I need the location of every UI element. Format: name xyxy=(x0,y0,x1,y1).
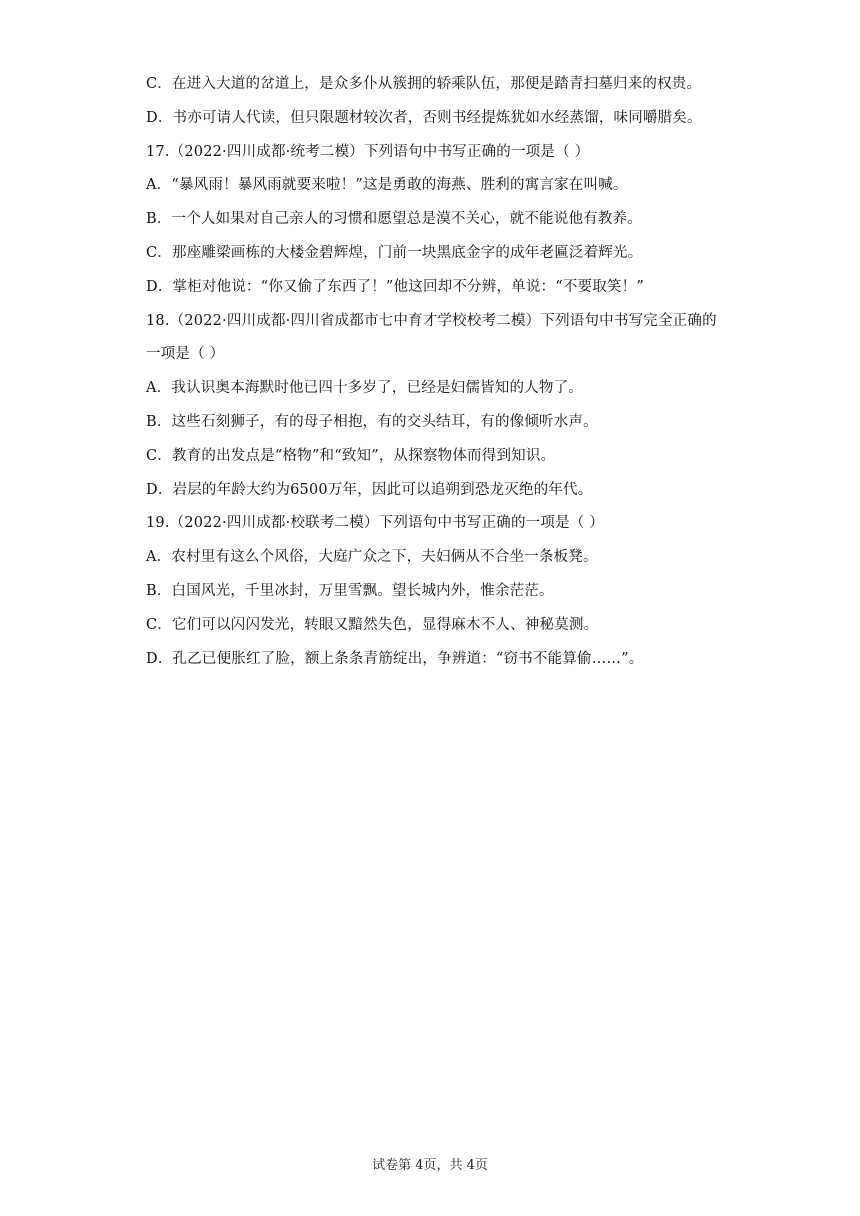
question-18-stem: 18.（2022·四川成都·四川省成都市七中育才学校校考二模）下列语句中书写完全正确的 xyxy=(146,312,717,329)
option-line-17d: D．掌柜对他说：“你又偷了东西了！”他这回却不分辨，单说：“不要取笑！” xyxy=(146,278,644,295)
option-line-19b: B．白国风光，千里冰封，万里雪飘。望长城内外，惟余茫茫。 xyxy=(146,582,554,599)
option-line-19c: C．它们可以闪闪发光，转眼又黯然失色，显得麻木不人、神秘莫测。 xyxy=(146,616,599,633)
option-line-18a: A．我认识奥本海默时他已四十多岁了，已经是妇儒皆知的人物了。 xyxy=(146,380,583,397)
option-line-18c: C．教育的出发点是“格物”和“致知”，从探察物体而得到知识。 xyxy=(146,447,556,464)
question-18-stem-cont: 一项是（ ） xyxy=(146,346,225,363)
exam-page-content xyxy=(146,68,726,676)
option-line-16c: C．在进入大道的岔道上，是众多仆从簇拥的轿乘队伍，那便是踏青扫墓归来的权贵。 xyxy=(146,76,702,92)
option-line-19a: A．农村里有这么个风俗，大庭广众之下，夫妇俩从不合坐一条板凳。 xyxy=(146,549,598,566)
question-19-stem: 19.（2022·四川成都·校联考二模）下列语句中书写正确的一项是（ ） xyxy=(146,515,604,532)
option-line-18b: B．这些石刻狮子，有的母子相抱，有的交头结耳，有的像倾听水声。 xyxy=(146,413,598,430)
page-footer: 试卷第 4页，共 4页 xyxy=(372,1158,488,1173)
question-17-stem: 17.（2022·四川成都·统考二模）下列语句中书写正确的一项是（ ） xyxy=(146,143,590,160)
option-line-17c: C．那座雕梁画栋的大楼金碧辉煌，门前一块黑底金字的成年老匾泛着辉光。 xyxy=(146,244,643,261)
option-line-18d: D．岩层的年龄大约为6500万年，因此可以追朔到恐龙灭绝的年代。 xyxy=(146,481,593,498)
option-line-17a: A．“暴风雨！暴风雨就要来啦！”这是勇敢的海燕、胜利的寓言家在叫喊。 xyxy=(146,177,628,194)
option-line-16d: D．书亦可请人代读，但只限题材较次者，否则书经提炼犹如水经蒸馏，味同嚼腊矣。 xyxy=(146,109,702,126)
option-line-17b: B．一个人如果对自己亲人的习惯和愿望总是漠不关心，就不能说他有教养。 xyxy=(146,211,642,228)
option-line-19d: D．孔乙已便胀红了脸，额上条条青筋绽出，争辨道：“窃书不能算偷……”。 xyxy=(146,650,644,667)
